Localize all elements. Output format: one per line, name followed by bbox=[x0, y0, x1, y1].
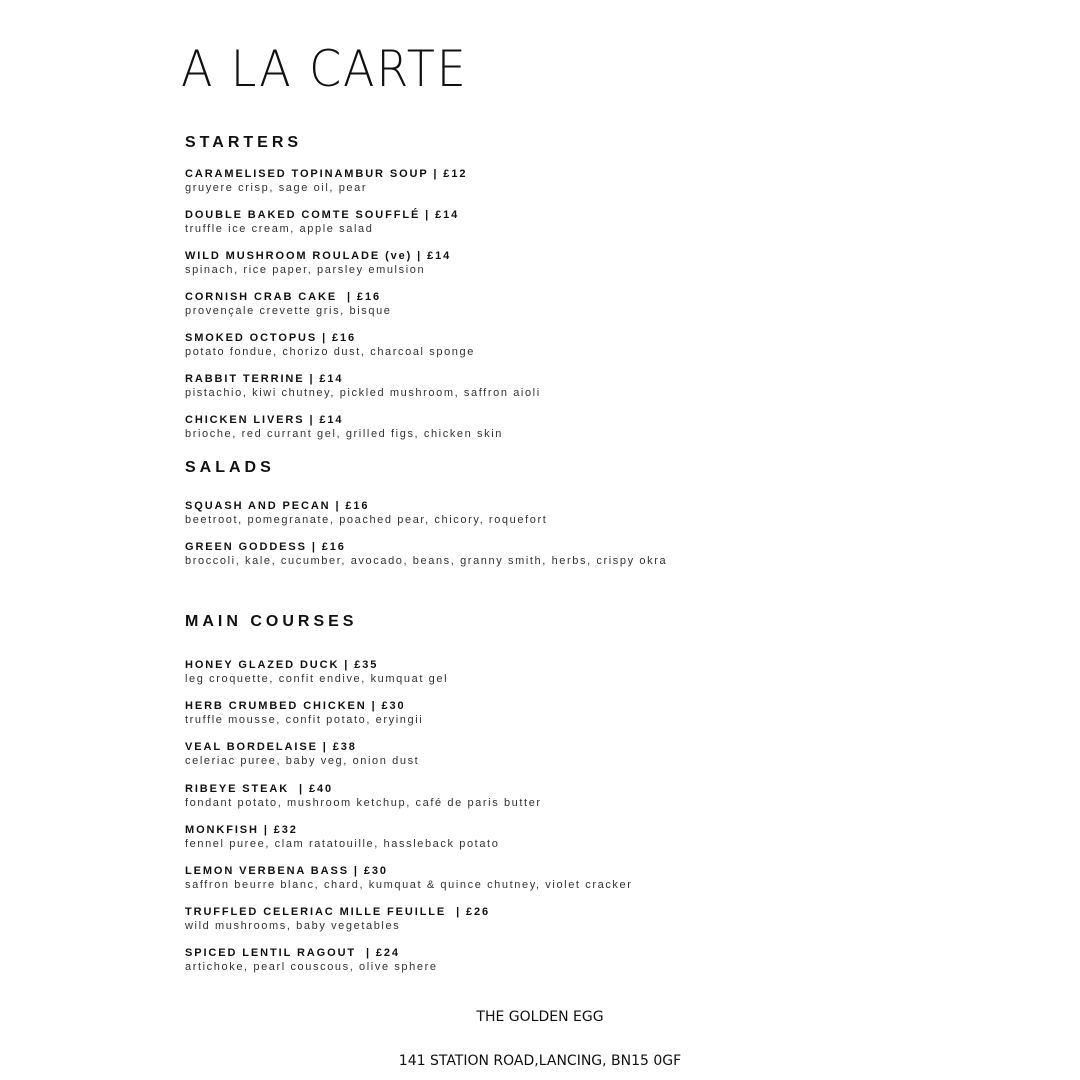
menu-item-name: VEAL BORDELAISE | £38 bbox=[185, 741, 357, 753]
menu-item bbox=[185, 167, 467, 195]
menu-item-name: WILD MUSHROOM ROULADE (ve) | £14 bbox=[185, 250, 452, 262]
menu-item-description: celeriac puree, baby veg, onion dust bbox=[185, 755, 420, 767]
menu-item-name: SPICED LENTIL RAGOUT | £24 bbox=[185, 947, 400, 959]
menu-item-name: HONEY GLAZED DUCK | £35 bbox=[185, 659, 379, 671]
menu-item-name: DOUBLE BAKED COMTE SOUFFLÉ | £14 bbox=[185, 209, 460, 221]
menu-item-description: broccoli, kale, cucumber, avocado, beans, granny smith, herbs, crispy okra bbox=[185, 555, 668, 567]
menu-item bbox=[185, 331, 475, 359]
menu-item-description: brioche, red currant gel, grilled figs, chicken skin bbox=[185, 428, 503, 440]
menu-item bbox=[185, 864, 633, 892]
menu-item bbox=[185, 540, 667, 568]
menu-item-description: pistachio, kiwi chutney, pickled mushroom, saffron aioli bbox=[185, 387, 541, 399]
menu-item bbox=[185, 740, 419, 768]
menu-item-description: leg croquette, confit endive, kumquat gel bbox=[185, 673, 449, 685]
section-title-main-courses: MAIN COURSES bbox=[185, 613, 358, 630]
menu-item bbox=[185, 249, 451, 277]
menu-item-description: fennel puree, clam ratatouille, hassleback potato bbox=[185, 838, 500, 850]
menu-item bbox=[185, 290, 392, 318]
menu-item-name: CORNISH CRAB CAKE | £16 bbox=[185, 291, 381, 303]
menu-item-name: CHICKEN LIVERS | £14 bbox=[185, 414, 344, 426]
menu-item-name: HERB CRUMBED CHICKEN | £30 bbox=[185, 700, 406, 712]
menu-item-name: CARAMELISED TOPINAMBUR SOUP | £12 bbox=[185, 168, 468, 180]
menu-item bbox=[185, 946, 438, 974]
menu-item-name: LEMON VERBENA BASS | £30 bbox=[185, 865, 388, 877]
page-title: A LA CARTE bbox=[181, 40, 468, 98]
menu-item-description: truffle mousse, confit potato, eryingii bbox=[185, 714, 424, 726]
menu-item-name: SQUASH AND PECAN | £16 bbox=[185, 500, 370, 512]
menu-item bbox=[185, 413, 503, 441]
menu-item bbox=[185, 658, 448, 686]
menu-item-name: TRUFFLED CELERIAC MILLE FEUILLE | £26 bbox=[185, 906, 491, 918]
restaurant-name: THE GOLDEN EGG bbox=[476, 1009, 604, 1025]
menu-item bbox=[185, 905, 490, 933]
restaurant-address: 141 STATION ROAD,LANCING, BN15 0GF bbox=[398, 1053, 682, 1069]
menu-item-description: beetroot, pomegranate, poached pear, chicory, roquefort bbox=[185, 514, 548, 526]
menu-item bbox=[185, 823, 499, 851]
menu-item bbox=[185, 372, 541, 400]
section-title-salads: SALADS bbox=[185, 459, 275, 476]
menu-item-name: SMOKED OCTOPUS | £16 bbox=[185, 332, 357, 344]
menu-item bbox=[185, 699, 423, 727]
menu-item-description: spinach, rice paper, parsley emulsion bbox=[185, 264, 426, 276]
menu-item-description: potato fondue, chorizo dust, charcoal sponge bbox=[185, 346, 475, 358]
menu-item-description: gruyere crisp, sage oil, pear bbox=[185, 182, 368, 194]
menu-item-description: provençale crevette gris, bisque bbox=[185, 305, 392, 317]
menu-item-description: fondant potato, mushroom ketchup, café de paris butter bbox=[185, 797, 542, 809]
menu-item-description: artichoke, pearl couscous, olive sphere bbox=[185, 961, 438, 973]
menu-item-description: wild mushrooms, baby vegetables bbox=[185, 920, 401, 932]
menu-item-name: GREEN GODDESS | £16 bbox=[185, 541, 346, 553]
menu-item bbox=[185, 499, 547, 527]
section-title-starters: STARTERS bbox=[185, 134, 303, 151]
menu-item-description: saffron beurre blanc, chard, kumquat & quince chutney, violet cracker bbox=[185, 879, 633, 891]
menu-item bbox=[185, 208, 459, 236]
menu-item bbox=[185, 782, 542, 810]
menu-item-name: MONKFISH | £32 bbox=[185, 824, 298, 836]
menu-item-description: truffle ice cream, apple salad bbox=[185, 223, 374, 235]
menu-item-name: RIBEYE STEAK | £40 bbox=[185, 783, 333, 795]
menu-item-name: RABBIT TERRINE | £14 bbox=[185, 373, 344, 385]
